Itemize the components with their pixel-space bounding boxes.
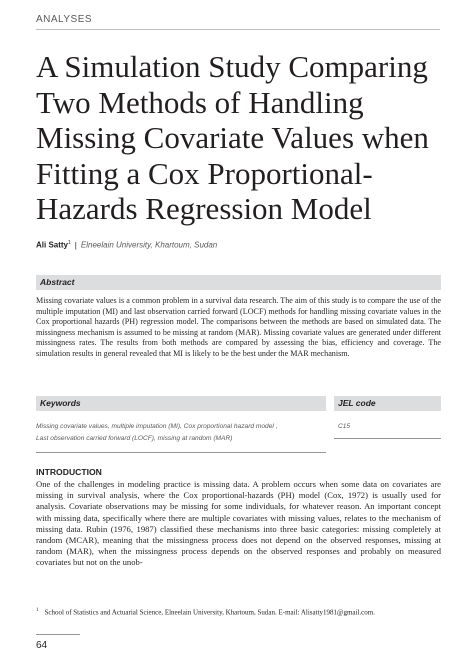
author-footnote-marker: 1 <box>68 240 71 246</box>
page-number-divider <box>36 634 80 635</box>
jel-heading: JEL code <box>334 396 441 411</box>
keywords-heading: Keywords <box>36 396 326 411</box>
author-line <box>36 240 217 250</box>
jel-code: C15 <box>338 423 351 430</box>
introduction-heading: INTRODUCTION <box>36 467 102 477</box>
jel-divider <box>334 438 441 439</box>
section-tag: ANALYSES <box>36 14 93 25</box>
keywords-line: Last observation carried forward (LOCF), missing at random (MAR) <box>36 434 233 442</box>
page-number: 64 <box>36 640 48 651</box>
author-separator: | <box>74 240 77 250</box>
footnote-text: School of Statistics and Actuarial Science, Elneelain University, Khartoum, Sudan. E-mail: Alisatty1981@gmail.com. <box>44 608 375 617</box>
author-name: Ali Satty <box>36 240 69 250</box>
introduction-text: One of the challenges in modeling practice is missing data. A problem occurs when some data on covariates are missing in survival analysis, where the Cox proportional-hazards (PH) model (Cox, 1972) is usually used for analysis. Covariate observations may be missing for some individuals, for whatever reason. An important concept with missing data, specifically where there are multiple covariates with missing values, relates to the mechanism of missing data. Rubin (1976, 1987) classified these mechanisms into three basic categories: missing completely at random (MCAR), meaning that the missingness process does not depend on the observed responses, missing at random (MAR), when the missingness process depends on the observed responses and probably on measured covariates but not on the unob- <box>36 479 441 568</box>
keywords-text <box>36 421 326 444</box>
article-title: A Simulation Study Comparing Two Methods of Handling Missing Covariate Values when Fitting a Cox Proportional-Hazards Regression Model <box>36 49 429 226</box>
keywords-divider <box>36 452 326 453</box>
header-divider <box>36 29 440 30</box>
author-affiliation: Elneelain University, Khartoum, Sudan <box>80 240 218 250</box>
abstract-heading: Abstract <box>36 275 441 290</box>
footnote-marker: 1 <box>36 608 39 613</box>
footnote <box>36 608 441 616</box>
keywords-line: Missing covariate values, multiple imputation (MI), Cox proportional hazard model , <box>36 423 278 430</box>
abstract-text: Missing covariate values is a common problem in a survival data research. The aim of this study is to compare the use of the multiple imputation (MI) and last observation carried forward (LOCF) methods for handling missing covariate values in the Cox proportional hazards (PH) regression model. The comparisons between the methods are based on simulated data. The missingness mechanism is assumed to be missing at random (MAR). Missing covariate values are generated under different missingness rates. The results from both methods are compared by assessing the bias, efficiency and coverage. The simulation results in general revealed that MI is likely to be the best under the MAR mechanism. <box>36 296 441 358</box>
